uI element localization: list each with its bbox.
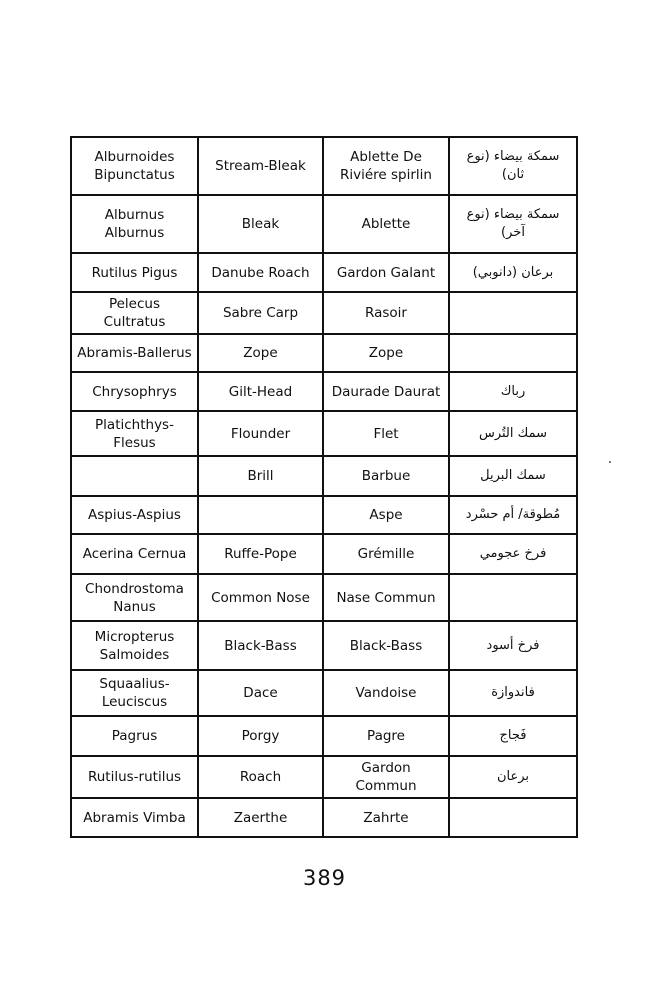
french-name-cell: Vandoise [323,670,449,716]
english-name-cell: Zope [198,334,323,372]
latin-name-cell: Chondrostoma Nanus [71,574,198,621]
latin-name-cell: Squaalius- Leuciscus [71,670,198,716]
arabic-name-cell: مُطوقة/ أم حسْرد [449,496,577,534]
french-name-cell: Pagre [323,716,449,756]
table-row [71,716,577,756]
french-name-cell: Daurade Daurat [323,372,449,411]
page-number: 389 [302,866,347,890]
english-name-cell: Black-Bass [198,621,323,670]
english-name-cell: Common Nose [198,574,323,621]
table-row [71,411,577,456]
latin-name-cell: Abramis-Ballerus [71,334,198,372]
english-name-cell: Zaerthe [198,798,323,837]
table-row [71,372,577,411]
french-name-cell: Aspe [323,496,449,534]
arabic-name-cell: فرخ عجومي [449,534,577,574]
french-name-cell: Zope [323,334,449,372]
french-name-cell: Flet [323,411,449,456]
french-name-cell: Ablette [323,195,449,253]
arabic-name-cell: سمكة بيضاء (نوع ثان) [449,137,577,195]
french-name-cell: Zahrte [323,798,449,837]
english-name-cell: Gilt-Head [198,372,323,411]
english-name-cell: Sabre Carp [198,292,323,334]
table-row [71,137,577,195]
french-name-cell: Grémille [323,534,449,574]
arabic-name-cell: سمكة بيضاء (نوع آخر) [449,195,577,253]
english-name-cell: Dace [198,670,323,716]
arabic-name-cell [449,292,577,334]
english-name-cell: Brill [198,456,323,496]
table-row [71,670,577,716]
arabic-name-cell: فَجاج [449,716,577,756]
table-row [71,334,577,372]
english-name-cell: Roach [198,756,323,798]
latin-name-cell: Rutilus Pigus [71,253,198,292]
english-name-cell [198,496,323,534]
table-row [71,621,577,670]
french-name-cell: Gardon Commun [323,756,449,798]
latin-name-cell: Acerina Cernua [71,534,198,574]
table-row [71,756,577,798]
french-name-cell: Ablette De Riviére spirlin [323,137,449,195]
latin-name-cell: Alburnus Alburnus [71,195,198,253]
table-row [71,456,577,496]
latin-name-cell: Abramis Vimba [71,798,198,837]
arabic-name-cell: رباك [449,372,577,411]
scan-speck [609,461,611,463]
latin-name-cell: Pagrus [71,716,198,756]
latin-name-cell: Alburnoides Bipunctatus [71,137,198,195]
latin-name-cell: Aspius-Aspius [71,496,198,534]
latin-name-cell: Platichthys- Flesus [71,411,198,456]
table-row [71,496,577,534]
arabic-name-cell: برعان [449,756,577,798]
arabic-name-cell: سمك البريل [449,456,577,496]
arabic-name-cell: فاندوازة [449,670,577,716]
table-row [71,574,577,621]
english-name-cell: Ruffe-Pope [198,534,323,574]
arabic-name-cell [449,798,577,837]
latin-name-cell: Rutilus-rutilus [71,756,198,798]
arabic-name-cell: برعان (دانوبي) [449,253,577,292]
table-row [71,798,577,837]
table-row [71,292,577,334]
english-name-cell: Bleak [198,195,323,253]
fish-names-table [70,136,578,838]
latin-name-cell: Pelecus Cultratus [71,292,198,334]
table-row [71,253,577,292]
latin-name-cell: Chrysophrys [71,372,198,411]
arabic-name-cell [449,334,577,372]
table-row [71,195,577,253]
english-name-cell: Stream-Bleak [198,137,323,195]
latin-name-cell [71,456,198,496]
fish-table-body [71,137,577,837]
french-name-cell: Black-Bass [323,621,449,670]
french-name-cell: Rasoir [323,292,449,334]
arabic-name-cell: سمك التُرس [449,411,577,456]
arabic-name-cell [449,574,577,621]
latin-name-cell: Micropterus Salmoides [71,621,198,670]
table-row [71,534,577,574]
arabic-name-cell: فرخ أسود [449,621,577,670]
french-name-cell: Gardon Galant [323,253,449,292]
french-name-cell: Barbue [323,456,449,496]
english-name-cell: Flounder [198,411,323,456]
english-name-cell: Danube Roach [198,253,323,292]
english-name-cell: Porgy [198,716,323,756]
french-name-cell: Nase Commun [323,574,449,621]
